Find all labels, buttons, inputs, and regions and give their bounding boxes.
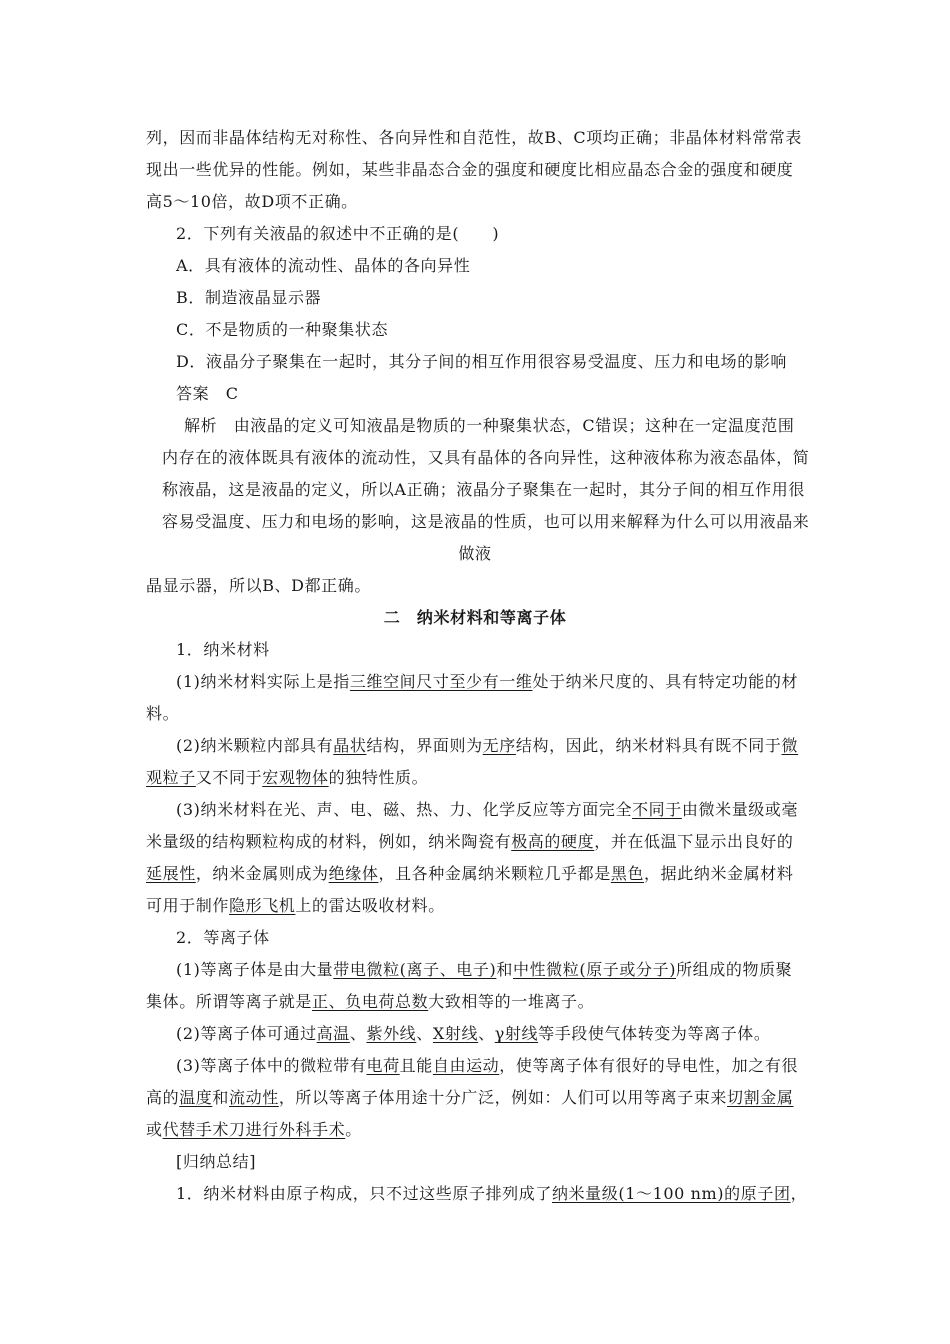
key-term: 不同于 — [632, 800, 682, 819]
key-term: 中性微粒(原子或分子) — [512, 960, 677, 979]
question-stem: 2．下列有关液晶的叙述中不正确的是( ) — [176, 224, 500, 243]
key-term: 极高的硬度 — [511, 832, 595, 851]
option-a: A．具有液体的流动性、晶体的各向异性 — [176, 256, 471, 275]
key-term: 温度 — [179, 1088, 213, 1107]
nano-p3-line: (3)纳米材料在光、声、电、磁、热、力、化学反应等方面完全不同于由微米量级或毫 — [176, 800, 799, 819]
nano-p3-line: 延展性，纳米金属则成为绝缘体，且各种金属纳米颗粒几乎都是黑色，据此纳米金属材料 — [146, 864, 794, 883]
nano-p1-line: 料。 — [146, 704, 180, 723]
nano-p1-line: (1)纳米材料实际上是指三维空间尺寸至少有一维处于纳米尺度的、具有特定功能的材 — [176, 672, 799, 691]
key-term: 纳米量级(1～100 nm)的原子团 — [551, 1184, 791, 1203]
section-title: 二 纳米材料和等离子体 — [383, 608, 567, 627]
key-term: 流动性 — [229, 1088, 279, 1107]
key-term: X射线 — [432, 1024, 479, 1043]
key-term: 带电微粒(离子、电子) — [333, 960, 497, 979]
subheading-plasma: 2．等离子体 — [176, 928, 270, 947]
text-line: 高5～10倍，故D项不正确。 — [146, 192, 358, 211]
option-d: D．液晶分子聚集在一起时，其分子间的相互作用很容易受温度、压力和电场的影响 — [176, 352, 788, 371]
option-b: B．制造液晶显示器 — [176, 288, 322, 307]
key-term: 晶状 — [333, 736, 367, 755]
analysis-line: 晶显示器，所以B、D都正确。 — [146, 576, 371, 595]
analysis-line: 解析 由液晶的定义可知液晶是物质的一种聚集状态，C错误；这种在一定温度范围 — [184, 416, 795, 435]
option-c: C．不是物质的一种聚集状态 — [176, 320, 389, 339]
nano-p3-line: 可用于制作隐形飞机上的雷达吸收材料。 — [146, 896, 445, 915]
key-term: 绝缘体 — [328, 864, 379, 883]
text-line: 现出一些优异的性能。例如，某些非晶态合金的强度和硬度比相应晶态合金的强度和硬度 — [146, 160, 794, 179]
nano-p3-line: 米量级的结构颗粒构成的材料，例如，纳米陶瓷有极高的硬度，并在低温下显示出良好的 — [146, 832, 794, 851]
plasma-p3-line: 高的温度和流动性，所以等离子体用途十分广泛，例如：人们可以用等离子束来切割金属 — [146, 1088, 794, 1107]
key-term: 电荷 — [366, 1056, 400, 1075]
key-term: 自由运动 — [432, 1056, 500, 1075]
key-term: 观粒子 — [146, 768, 196, 787]
summary-line: 1．纳米材料由原子构成，只不过这些原子排列成了纳米量级(1～100 nm)的原子团， — [176, 1184, 808, 1203]
subheading-nano: 1．纳米材料 — [176, 640, 270, 659]
text-line: 列，因而非晶体结构无对称性、各向异性和自范性，故B、C项均正确；非晶体材料常常表 — [146, 128, 803, 147]
key-term: 微 — [781, 736, 799, 755]
answer-line: 答案 C — [176, 384, 239, 403]
key-term: 三维空间尺寸至少有一维 — [349, 672, 533, 691]
key-term: 无序 — [482, 736, 516, 755]
plasma-p1-line: 集体。所谓等离子就是正、负电荷总数大致相等的一堆离子。 — [146, 992, 595, 1011]
plasma-p3-line: (3)等离子体中的微粒带有电荷且能自由运动，使等离子体有很好的导电性，加之有很 — [176, 1056, 799, 1075]
summary-label: [归纳总结] — [176, 1152, 257, 1171]
plasma-p3-line: 或代替手术刀进行外科手术。 — [146, 1120, 362, 1139]
key-term: γ射线 — [494, 1024, 539, 1043]
key-term: 宏观物体 — [262, 768, 329, 787]
key-term: 切割金属 — [727, 1088, 794, 1107]
key-term: 延展性 — [146, 864, 196, 883]
plasma-p2-line: (2)等离子体可通过高温、紫外线、X射线、γ射线等手段使气体转变为等离子体。 — [176, 1024, 771, 1043]
key-term: 黑色 — [610, 864, 645, 883]
key-term: 紫外线 — [366, 1024, 417, 1043]
plasma-p1-line: (1)等离子体是由大量带电微粒(离子、电子)和中性微粒(原子或分子)所组成的物质聚 — [176, 960, 793, 979]
key-term: 正、负电荷总数 — [312, 992, 429, 1011]
key-term: 隐形飞机 — [229, 896, 296, 915]
nano-p2-line: 观粒子又不同于宏观物体的独特性质。 — [146, 768, 429, 787]
nano-p2-line: (2)纳米颗粒内部具有晶状结构，界面则为无序结构，因此，纳米材料具有既不同于微 — [176, 736, 799, 755]
key-term: 高温 — [316, 1024, 350, 1043]
analysis-line: 容易受温度、压力和电场的影响，这是液晶的性质，也可以用来解释为什么可以用液晶来 — [162, 512, 810, 531]
analysis-line: 做液 — [458, 544, 492, 563]
analysis-line: 称液晶，这是液晶的定义，所以A正确；液晶分子聚集在一起时，其分子间的相互作用很 — [162, 480, 805, 499]
analysis-line: 内存在的液体既具有液体的流动性，又具有晶体的各向异性，这种液体称为液态晶体，简 — [162, 448, 810, 467]
key-term: 代替手术刀进行外科手术 — [162, 1120, 346, 1139]
